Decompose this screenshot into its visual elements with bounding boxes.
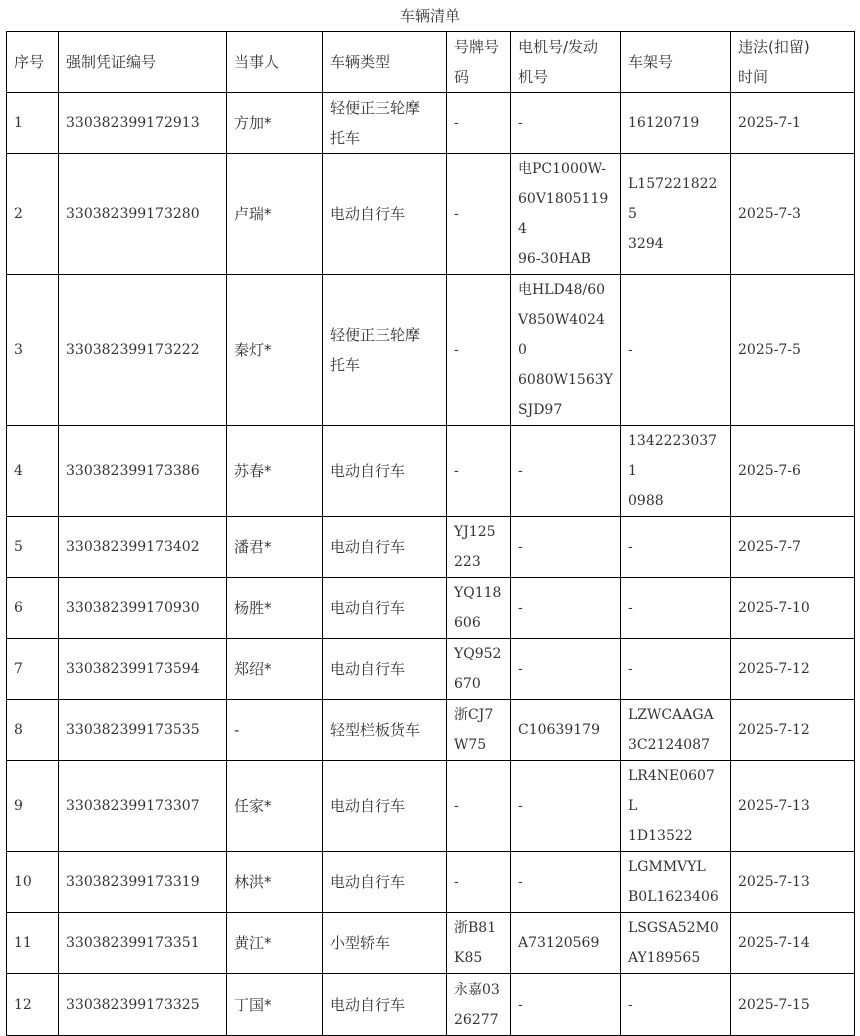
cell-vehicle-type [323, 974, 447, 1036]
cell-frame-text: - [628, 661, 633, 677]
cell-date-text: 2025-7-5 [738, 342, 801, 358]
cell-plate-text: - [454, 115, 459, 131]
cell-vehicle-type [323, 426, 447, 517]
cell-plate [447, 426, 511, 517]
cell-engine-text: 电PC1000W- [518, 161, 606, 177]
cell-date [731, 639, 855, 700]
cell-engine-text: - [518, 115, 523, 131]
table-row [7, 275, 855, 426]
cell-engine-text: A73120569 [518, 935, 600, 951]
header-party: 当事人 [227, 32, 323, 93]
cell-vehicle-type-text: 电动自行车 [330, 599, 406, 617]
cell-party [227, 275, 323, 426]
cell-plate-text: 永嘉03 [454, 981, 500, 998]
cell-plate-text: YQ118 [454, 585, 502, 601]
cell-seq [7, 974, 59, 1036]
table-row [7, 913, 855, 974]
table-caption: 车辆清单 [399, 7, 460, 25]
cell-vehicle-type-text: 托车 [330, 356, 361, 374]
cell-engine-text: - [518, 661, 523, 677]
cell-frame-text: AY189565 [628, 950, 701, 966]
header-seq: 序号 [7, 32, 59, 93]
cell-voucher-text: 330382399173307 [66, 798, 200, 814]
cell-plate [447, 154, 511, 275]
cell-seq [7, 700, 59, 761]
cell-voucher-text: 330382399173402 [66, 539, 200, 555]
cell-voucher-text: 330382399173351 [66, 935, 200, 951]
cell-vehicle-type-text: 电动自行车 [330, 873, 406, 891]
cell-plate-text: 223 [454, 554, 481, 570]
cell-plate [447, 639, 511, 700]
cell-voucher-text: 330382399173319 [66, 874, 200, 890]
cell-vehicle-type [323, 275, 447, 426]
header-voucher: 强制凭证编号 [59, 32, 227, 93]
header-frame: 车架号 [621, 32, 731, 93]
cell-voucher [59, 852, 227, 913]
cell-plate-text: - [454, 463, 459, 479]
cell-vehicle-type-text: 小型轿车 [330, 934, 391, 952]
cell-voucher [59, 974, 227, 1036]
header-engine-line2: 机号 [518, 68, 549, 86]
cell-plate [447, 974, 511, 1036]
table-row [7, 700, 855, 761]
cell-frame-text: LGMMVYL [628, 859, 706, 875]
cell-date [731, 275, 855, 426]
cell-party [227, 852, 323, 913]
cell-seq-text: 7 [14, 661, 23, 677]
header-plate [447, 32, 511, 93]
cell-frame [621, 154, 731, 275]
cell-engine-text: C10639179 [518, 722, 600, 738]
cell-engine [511, 700, 621, 761]
header-time [731, 32, 855, 93]
cell-plate [447, 913, 511, 974]
cell-seq-text: 12 [14, 996, 32, 1013]
cell-frame [621, 852, 731, 913]
cell-frame-text: 0988 [628, 493, 664, 509]
cell-frame [621, 761, 731, 852]
cell-seq [7, 517, 59, 578]
cell-seq [7, 426, 59, 517]
cell-voucher-text: 330382399173386 [66, 463, 200, 479]
cell-date-text: 2025-7-12 [738, 722, 810, 738]
cell-seq [7, 93, 59, 154]
cell-party-text: 林洪* [234, 873, 272, 891]
cell-voucher [59, 426, 227, 517]
cell-vehicle-type-text: 电动自行车 [330, 995, 406, 1014]
cell-date [731, 578, 855, 639]
cell-frame-text: - [628, 600, 633, 616]
cell-vehicle-type [323, 761, 447, 852]
table-body [7, 93, 855, 1036]
table-row [7, 639, 855, 700]
cell-party-text: - [234, 721, 240, 739]
header-time-line2: 时间 [738, 68, 769, 86]
cell-plate-text: 浙CJ7 [454, 707, 494, 723]
cell-party [227, 578, 323, 639]
header-plate-line2: 码 [454, 68, 470, 86]
cell-vehicle-type [323, 913, 447, 974]
cell-seq [7, 913, 59, 974]
cell-frame-text: LSGSA52M0 [628, 920, 719, 936]
cell-date [731, 93, 855, 154]
cell-frame [621, 639, 731, 700]
cell-party-text: 苏春* [234, 462, 272, 480]
cell-voucher [59, 93, 227, 154]
cell-date-text: 2025-7-15 [738, 996, 810, 1013]
cell-voucher [59, 913, 227, 974]
cell-voucher [59, 154, 227, 275]
table-row [7, 517, 855, 578]
cell-plate-text: - [454, 874, 459, 890]
cell-date-text: 2025-7-1 [738, 115, 801, 131]
cell-date-text: 2025-7-13 [738, 874, 810, 890]
cell-seq [7, 275, 59, 426]
cell-vehicle-type-text: 轻便正三轮摩 [330, 99, 421, 117]
cell-party-text: 方加* [234, 114, 272, 132]
cell-voucher-text: 330382399173535 [66, 722, 200, 738]
cell-plate [447, 761, 511, 852]
cell-voucher-text: 330382399173594 [66, 661, 200, 677]
cell-seq-text: 4 [14, 463, 23, 479]
cell-frame-text: - [628, 539, 633, 555]
cell-date-text: 2025-7-13 [738, 798, 810, 814]
table-row [7, 578, 855, 639]
cell-date-text: 2025-7-12 [738, 661, 810, 677]
cell-engine-text: - [518, 539, 523, 555]
cell-seq-text: 5 [14, 539, 23, 555]
cell-party-text: 丁国* [234, 995, 272, 1014]
cell-seq-text: 9 [14, 798, 23, 814]
cell-frame [621, 700, 731, 761]
cell-engine-text: 96-30HAB [518, 251, 591, 267]
cell-frame [621, 426, 731, 517]
cell-date [731, 426, 855, 517]
cell-party [227, 93, 323, 154]
cell-date [731, 913, 855, 974]
vehicle-list-table [6, 31, 855, 1036]
cell-engine-text: - [518, 874, 523, 890]
cell-plate [447, 852, 511, 913]
cell-date [731, 852, 855, 913]
cell-seq-text: 10 [14, 874, 32, 890]
cell-voucher [59, 578, 227, 639]
cell-plate-text: 670 [454, 676, 481, 692]
cell-frame [621, 517, 731, 578]
cell-engine-text: - [518, 600, 523, 616]
cell-plate-text: W75 [454, 737, 487, 753]
cell-seq [7, 154, 59, 275]
cell-date-text: 2025-7-6 [738, 463, 801, 479]
cell-engine [511, 154, 621, 275]
table-row [7, 852, 855, 913]
cell-party-text: 卢瑞* [234, 205, 272, 223]
cell-plate-text: - [454, 206, 459, 222]
cell-plate [447, 275, 511, 426]
header-engine [511, 32, 621, 93]
cell-frame-text: - [628, 996, 633, 1013]
cell-voucher [59, 761, 227, 852]
cell-seq-text: 6 [14, 600, 23, 616]
cell-plate [447, 578, 511, 639]
cell-plate-text: YQ952 [454, 646, 502, 662]
cell-vehicle-type-text: 轻便正三轮摩 [330, 326, 421, 344]
cell-engine-text: 6080W1563Y [518, 372, 613, 388]
table-row [7, 761, 855, 852]
cell-frame-text: LZWCAAGA [628, 707, 714, 723]
cell-vehicle-type-text: 电动自行车 [330, 538, 406, 556]
cell-engine [511, 578, 621, 639]
cell-frame-text: 13422230371 [628, 433, 718, 479]
cell-engine-text: - [518, 798, 523, 814]
cell-engine-text: 电HLD48/60 [518, 282, 606, 298]
cell-party [227, 426, 323, 517]
cell-party [227, 974, 323, 1036]
cell-party-text: 黄江* [234, 934, 272, 952]
cell-party-text: 郑绍* [234, 660, 272, 678]
cell-seq-text: 11 [14, 935, 32, 951]
cell-voucher-text: 330382399172913 [66, 115, 200, 131]
cell-date [731, 761, 855, 852]
cell-party-text: 任家* [234, 797, 272, 815]
cell-party-text: 秦灯* [234, 341, 272, 359]
cell-date [731, 974, 855, 1036]
cell-party [227, 700, 323, 761]
cell-vehicle-type-text: 电动自行车 [330, 660, 406, 678]
cell-plate-text: - [454, 342, 459, 358]
cell-voucher-text: 330382399173325 [66, 996, 200, 1013]
cell-seq [7, 852, 59, 913]
cell-engine [511, 93, 621, 154]
cell-frame [621, 578, 731, 639]
cell-plate-text: K85 [454, 950, 483, 966]
cell-vehicle-type-text: 电动自行车 [330, 205, 406, 223]
cell-date-text: 2025-7-7 [738, 539, 801, 555]
cell-vehicle-type [323, 700, 447, 761]
cell-engine [511, 852, 621, 913]
cell-plate [447, 700, 511, 761]
cell-vehicle-type-text: 电动自行车 [330, 462, 406, 480]
cell-frame-text: 1D13522 [628, 828, 693, 844]
header-row [7, 32, 855, 93]
cell-party [227, 517, 323, 578]
cell-plate [447, 517, 511, 578]
cell-frame [621, 275, 731, 426]
cell-voucher-text: 330382399173222 [66, 342, 200, 358]
cell-voucher [59, 517, 227, 578]
cell-frame-text: 3C2124087 [628, 737, 710, 753]
cell-plate-text: 606 [454, 615, 481, 631]
cell-seq-text: 3 [14, 342, 23, 358]
cell-seq-text: 1 [14, 115, 23, 131]
cell-vehicle-type [323, 93, 447, 154]
cell-vehicle-type [323, 517, 447, 578]
table-row [7, 974, 855, 1036]
header-time-line1: 违法(扣留) [738, 38, 810, 56]
cell-frame-text: 3294 [628, 236, 664, 252]
cell-engine [511, 275, 621, 426]
cell-party [227, 639, 323, 700]
cell-plate-text: YJ125 [454, 524, 496, 540]
table-row [7, 426, 855, 517]
cell-vehicle-type [323, 639, 447, 700]
cell-voucher-text: 330382399170930 [66, 600, 200, 616]
cell-vehicle-type [323, 154, 447, 275]
cell-date-text: 2025-7-14 [738, 935, 810, 951]
header-plate-line1: 号牌号 [454, 38, 500, 56]
cell-engine-text: 60V18051194 [518, 191, 609, 237]
cell-frame-text: L1572218225 [628, 176, 718, 222]
cell-engine-text: - [518, 996, 523, 1013]
cell-party [227, 913, 323, 974]
cell-date-text: 2025-7-10 [738, 600, 810, 616]
cell-seq [7, 639, 59, 700]
cell-vehicle-type [323, 852, 447, 913]
cell-frame-text: - [628, 342, 633, 358]
cell-engine [511, 426, 621, 517]
cell-plate-text: 26277 [454, 1011, 499, 1028]
cell-voucher [59, 700, 227, 761]
cell-voucher-text: 330382399173280 [66, 206, 200, 222]
cell-seq-text: 8 [14, 722, 23, 738]
cell-party [227, 154, 323, 275]
cell-vehicle-type-text: 轻型栏板货车 [330, 721, 421, 739]
cell-engine [511, 761, 621, 852]
cell-vehicle-type-text: 电动自行车 [330, 797, 406, 815]
cell-party-text: 潘君* [234, 538, 272, 556]
header-vehicle-type: 车辆类型 [323, 32, 447, 93]
cell-frame-text: B0L1623406 [628, 889, 719, 905]
cell-engine-text: SJD97 [518, 402, 563, 418]
cell-date [731, 700, 855, 761]
cell-seq [7, 761, 59, 852]
cell-engine [511, 974, 621, 1036]
cell-frame-text: LR4NE0607L [628, 768, 715, 814]
cell-frame [621, 93, 731, 154]
cell-seq [7, 578, 59, 639]
cell-plate [447, 93, 511, 154]
cell-vehicle-type-text: 托车 [330, 129, 361, 147]
cell-engine [511, 639, 621, 700]
header-engine-line1: 电机号/发动 [518, 38, 599, 56]
cell-seq-text: 2 [14, 206, 23, 222]
cell-date [731, 517, 855, 578]
cell-frame [621, 974, 731, 1036]
table-row [7, 154, 855, 275]
cell-engine-text: - [518, 463, 523, 479]
cell-frame [621, 913, 731, 974]
cell-voucher [59, 639, 227, 700]
cell-engine [511, 913, 621, 974]
cell-engine [511, 517, 621, 578]
cell-vehicle-type [323, 578, 447, 639]
cell-party-text: 杨胜* [234, 599, 272, 617]
cell-date [731, 154, 855, 275]
cell-party [227, 761, 323, 852]
cell-date-text: 2025-7-3 [738, 206, 801, 222]
cell-voucher [59, 275, 227, 426]
cell-engine-text: V850W40240 [518, 312, 605, 358]
cell-frame-text: 16120719 [628, 115, 700, 131]
cell-plate-text: 浙B81 [454, 920, 497, 936]
table-row [7, 93, 855, 154]
cell-plate-text: - [454, 798, 459, 814]
